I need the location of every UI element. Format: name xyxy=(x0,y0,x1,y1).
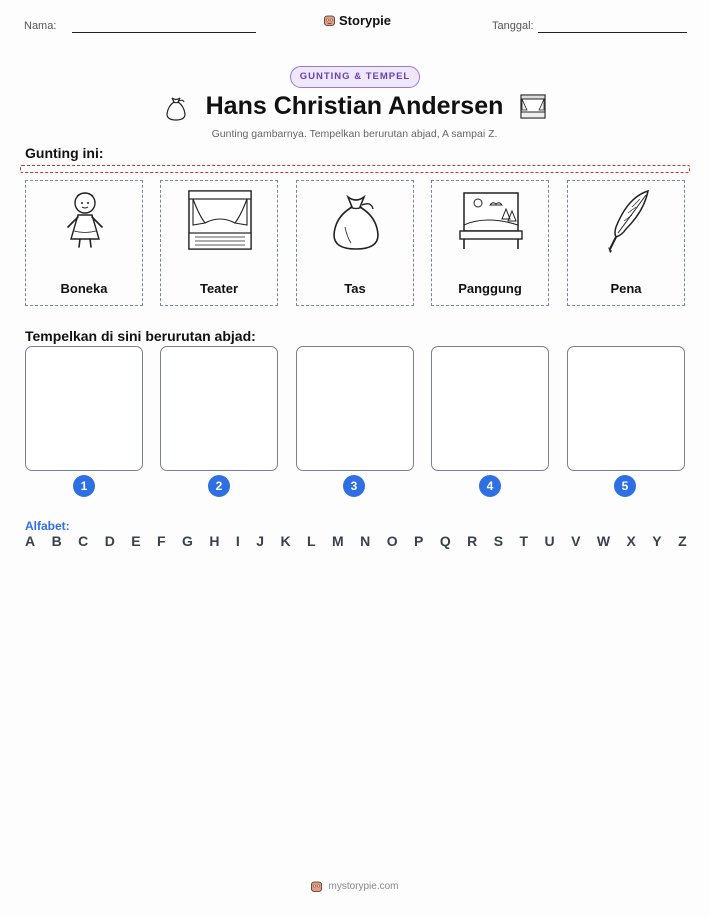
alphabet-letter: B xyxy=(51,533,62,549)
stage-icon xyxy=(518,92,548,122)
paste-slot-2[interactable] xyxy=(160,346,278,471)
card-label: Boneka xyxy=(60,281,108,296)
alphabet-letter: V xyxy=(571,533,581,549)
alphabet-letter: W xyxy=(596,533,611,549)
cut-card-pena[interactable] xyxy=(567,180,685,306)
alphabet-letter: A xyxy=(25,533,36,549)
alphabet-label: Alfabet: xyxy=(25,519,70,533)
card-label: Pena xyxy=(610,281,642,296)
alphabet-letter: H xyxy=(209,533,220,549)
cut-card-boneka[interactable] xyxy=(25,180,143,306)
alphabet-letter: G xyxy=(182,533,193,549)
alphabet-letter: J xyxy=(256,533,265,549)
cut-card-panggung[interactable] xyxy=(431,180,549,306)
paste-slot-4[interactable] xyxy=(431,346,549,471)
cut-card-tas[interactable] xyxy=(296,180,414,306)
name-line xyxy=(72,32,256,33)
card-label: Panggung xyxy=(458,281,522,296)
paste-section-label: Tempelkan di sini berurutan abjad: xyxy=(25,328,256,344)
worksheet-header xyxy=(0,0,709,50)
stage-icon xyxy=(456,187,526,257)
alphabet-letter: C xyxy=(78,533,89,549)
alphabet-letter: M xyxy=(332,533,344,549)
alphabet-letter: Y xyxy=(652,533,662,549)
date-label: Tanggal: xyxy=(492,20,534,32)
alphabet-letter: Z xyxy=(678,533,687,549)
slot-number-badge: 5 xyxy=(614,475,636,497)
storypie-logo xyxy=(323,13,391,28)
alphabet-letter: U xyxy=(544,533,555,549)
paste-slot-3[interactable] xyxy=(296,346,414,471)
alphabet-letter: O xyxy=(386,533,398,549)
alphabet-letter: Q xyxy=(439,533,451,549)
page-title: Hans Christian Andersen xyxy=(205,92,504,120)
instruction-text: Gunting gambarnya. Tempelkan berurutan abjad, A sampai Z. xyxy=(211,128,498,140)
name-label: Nama: xyxy=(24,20,57,32)
date-line xyxy=(538,32,687,33)
brand-name: Storypie xyxy=(339,13,392,28)
theater-icon xyxy=(185,187,255,257)
alphabet-letter: K xyxy=(280,533,291,549)
cut-section-label: Gunting ini: xyxy=(25,145,104,161)
alphabet-letter: D xyxy=(104,533,115,549)
cut-guide-line xyxy=(20,165,690,173)
cut-card-teater[interactable] xyxy=(160,180,278,306)
alphabet-letter: P xyxy=(414,533,424,549)
alphabet-letter: F xyxy=(157,533,166,549)
footer xyxy=(0,880,709,893)
slot-number-badge: 2 xyxy=(208,475,230,497)
quill-pen-icon xyxy=(592,187,662,257)
title-row xyxy=(0,92,709,124)
alphabet-letter: X xyxy=(626,533,636,549)
alphabet-letter: E xyxy=(131,533,141,549)
alphabet-letter: S xyxy=(493,533,504,549)
doll-icon xyxy=(50,187,120,257)
storypie-mascot-icon xyxy=(323,14,336,27)
activity-badge: GUNTING & TEMPEL xyxy=(290,66,420,88)
slot-number-badge: 1 xyxy=(73,475,95,497)
slot-number-badge: 3 xyxy=(343,475,365,497)
alphabet-letter: T xyxy=(519,533,529,549)
paste-slot-5[interactable] xyxy=(567,346,685,471)
alphabet-letter: R xyxy=(467,533,478,549)
alphabet-letter: L xyxy=(307,533,316,549)
alphabet-letter: I xyxy=(235,533,240,549)
slot-number-badge: 4 xyxy=(479,475,501,497)
alphabet-letter: N xyxy=(360,533,371,549)
card-label: Teater xyxy=(199,281,239,296)
storypie-mascot-icon xyxy=(310,880,323,893)
paste-slot-1[interactable] xyxy=(25,346,143,471)
footer-site: mystorypie.com xyxy=(328,881,399,892)
alphabet-letters xyxy=(25,533,687,549)
card-label: Tas xyxy=(344,281,366,296)
bag-icon xyxy=(321,187,391,257)
